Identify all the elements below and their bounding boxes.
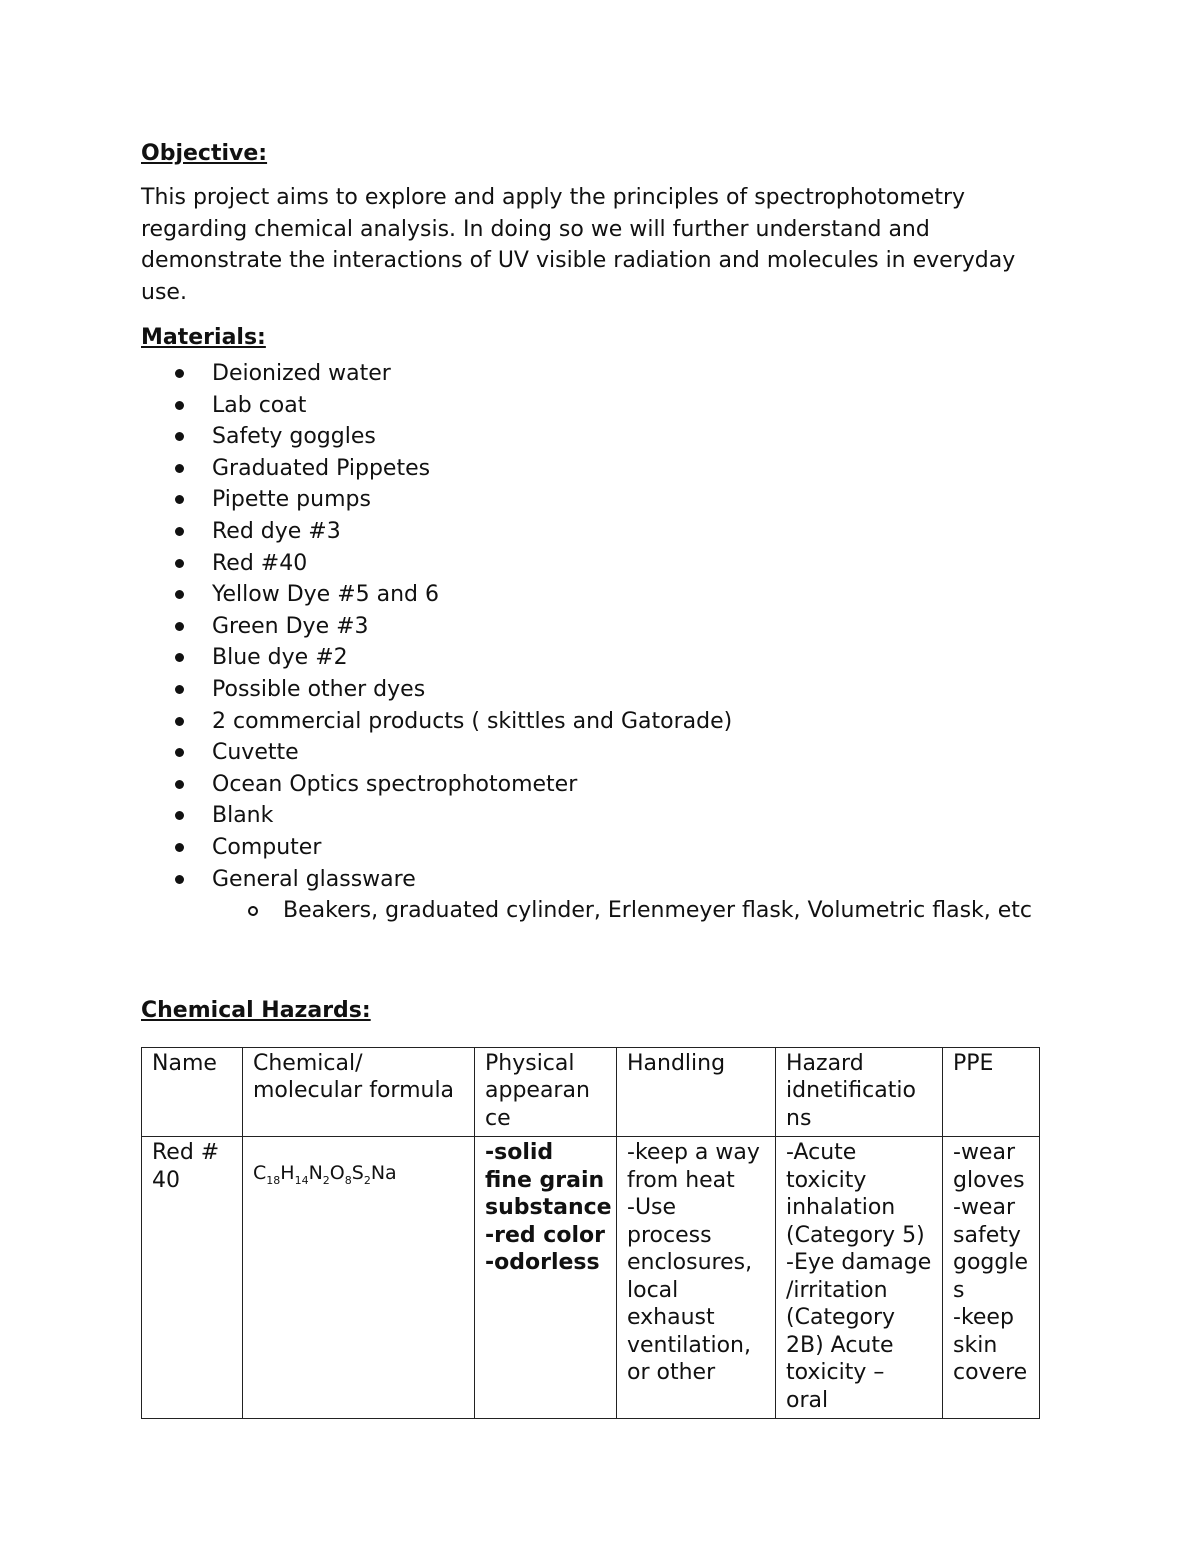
- hollow-bullet-icon: [248, 906, 258, 916]
- materials-heading: Materials:: [141, 325, 266, 350]
- bullet-icon: [175, 464, 184, 473]
- list-item: Blank: [141, 800, 1041, 832]
- list-item: Ocean Optics spectrophotometer: [141, 769, 1041, 801]
- objective-text: This project aims to explore and apply the principles of spectrophotometry regarding chemical analysis. In doing so we will further understand and demonstrate the interactions of UV visible radiation and molecules in everyday use.: [141, 185, 1016, 305]
- bullet-icon: [175, 527, 184, 536]
- list-item: Yellow Dye #5 and 6: [141, 579, 1041, 611]
- bullet-icon: [175, 685, 184, 694]
- bullet-icon: [175, 495, 184, 504]
- bullet-icon: [175, 653, 184, 662]
- bullet-icon: [175, 590, 184, 599]
- list-item: General glassware Beakers, graduated cylinder, Erlenmeyer flask, Volumetric flask, etc: [141, 864, 1041, 927]
- chemical-formula: $C_{18}H_{14}N_2O_8S_2Na$: [253, 1162, 397, 1187]
- list-item: Lab coat: [141, 390, 1041, 422]
- table-row: [142, 1137, 1040, 1419]
- sub-list-item: Beakers, graduated cylinder, Erlenmeyer flask, Volumetric flask, etc: [212, 895, 1041, 927]
- list-item: Pipette pumps: [141, 484, 1041, 516]
- bullet-icon: [175, 811, 184, 820]
- document-page: [141, 138, 1041, 1419]
- bullet-icon: [175, 559, 184, 568]
- materials-list: [141, 358, 1041, 927]
- table-header-row: [142, 1047, 1040, 1137]
- bullet-icon: [175, 717, 184, 726]
- list-item: Cuvette: [141, 737, 1041, 769]
- list-item: Deionized water: [141, 358, 1041, 390]
- cell-appearance: -solid fine grain substance -red color -odorless: [475, 1137, 617, 1419]
- bullet-icon: [175, 875, 184, 884]
- list-item: Safety goggles: [141, 421, 1041, 453]
- hazards-heading: Chemical Hazards:: [141, 997, 371, 1023]
- list-item: Graduated Pippetes: [141, 453, 1041, 485]
- bullet-icon: [175, 843, 184, 852]
- cell-formula: [243, 1137, 475, 1419]
- cell-handling: -keep a way from heat -Use process enclosures, local exhaust ventilation, or other: [617, 1137, 776, 1419]
- column-header: Physical appearan ce: [475, 1047, 617, 1137]
- list-item: Blue dye #2: [141, 642, 1041, 674]
- bullet-icon: [175, 369, 184, 378]
- list-item: Computer: [141, 832, 1041, 864]
- column-header: Handling: [617, 1047, 776, 1137]
- list-item: Red dye #3: [141, 516, 1041, 548]
- bullet-icon: [175, 622, 184, 631]
- cell-hazard: -Acute toxicity inhalation (Category 5) -Eye damage /irritation (Category 2B) Acute toxicity – oral: [776, 1137, 943, 1419]
- bullet-icon: [175, 780, 184, 789]
- cell-name: Red # 40: [142, 1137, 243, 1419]
- column-header: Name: [142, 1047, 243, 1137]
- column-header: Chemical/ molecular formula: [243, 1047, 475, 1137]
- objective-heading: Objective:: [141, 141, 268, 166]
- column-header: Hazard idnetificatio ns: [776, 1047, 943, 1137]
- list-item: Green Dye #3: [141, 611, 1041, 643]
- column-header: PPE: [943, 1047, 1040, 1137]
- sub-list: [212, 895, 1041, 927]
- cell-ppe: -wear gloves -wear safety goggle s -keep skin covere: [943, 1137, 1040, 1419]
- bullet-icon: [175, 401, 184, 410]
- list-item: 2 commercial products ( skittles and Gatorade): [141, 706, 1041, 738]
- bullet-icon: [175, 748, 184, 757]
- list-item: Red #40: [141, 548, 1041, 580]
- hazards-table: [141, 1047, 1040, 1420]
- bullet-icon: [175, 432, 184, 441]
- list-item: Possible other dyes: [141, 674, 1041, 706]
